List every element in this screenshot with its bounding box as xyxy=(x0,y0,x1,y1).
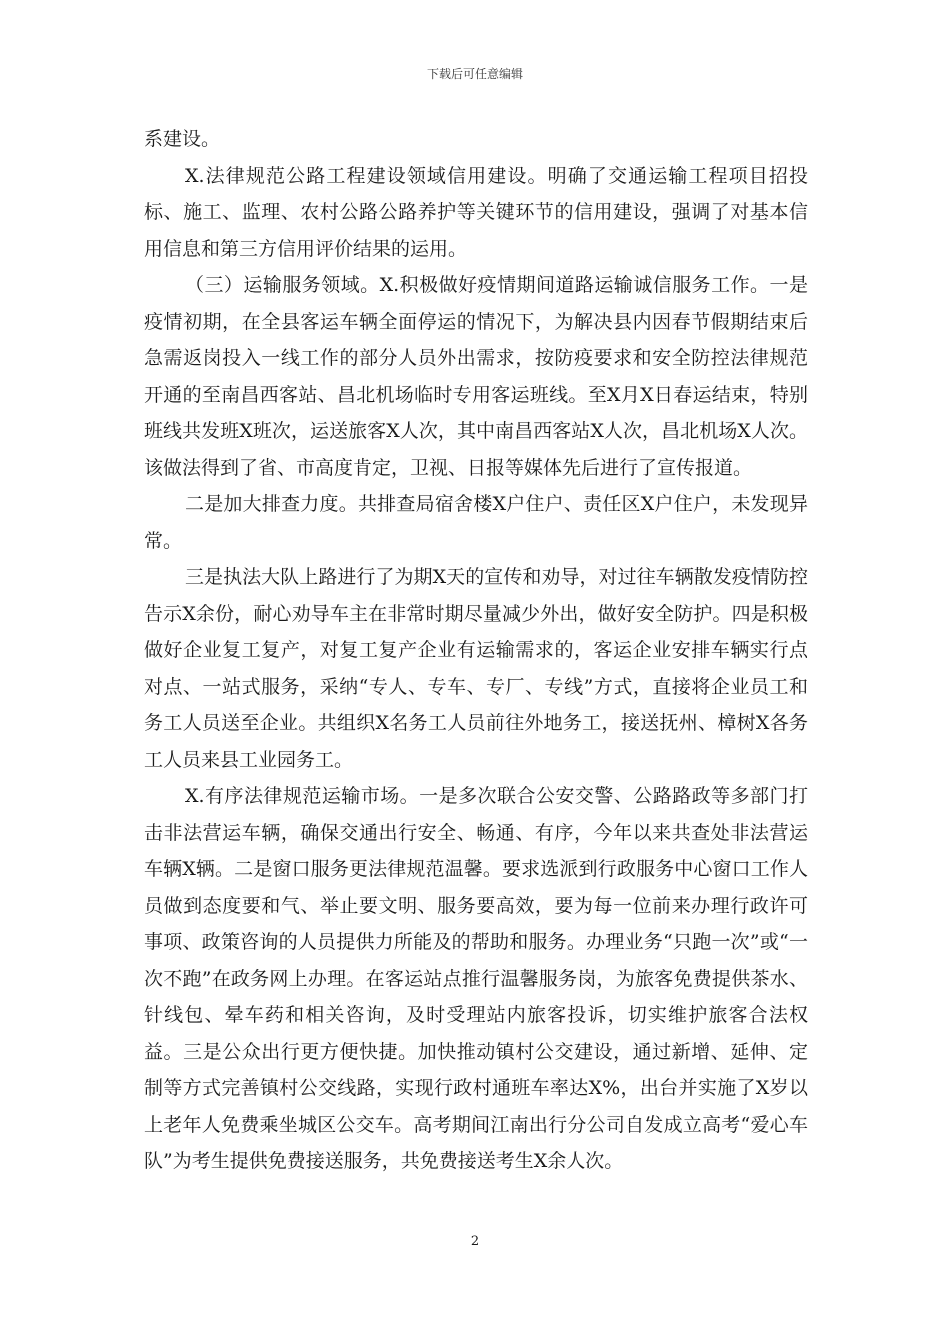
paragraph-credit-construction: X.法律规范公路工程建设领域信用建设。明确了交通运输工程项目招投标、施工、监理、农村公路公路养护等关键环节的信用建设，强调了对基本信用信息和第三方信用评价结果的运用。 xyxy=(144,164,808,260)
paragraph-continuation: 系建设。 xyxy=(144,128,221,150)
document-body xyxy=(144,121,808,1180)
page-number: 2 xyxy=(470,1234,480,1249)
paragraph-inspection: 二是加大排查力度。共排查局宿舍楼X户住户、责任区X户住户，未发现异常。 xyxy=(144,493,808,552)
page-header: 下载后可任意编辑 xyxy=(426,67,523,81)
paragraph-market-regulation: X.有序法律规范运输市场。一是多次联合公安交警、公路路政等多部门打击非法营运车辆，确保交通出行安全、畅通、有序，今年以来共查处非法营运车辆X辆。二是窗口服务更法律规范温馨。要求选派到行政服务中心窗口工作人员做到态度要和气、举止要文明、服务要高效，要为每一位前来办理行政许可事项、政策咨询的人员提供力所能及的帮助和服务。办理业务“只跑一次”或“一次不跑”在政务网上办理。在客运站点推行温馨服务岗，为旅客免费提供茶水、针线包、晕车药和相关咨询，及时受理站内旅客投诉，切实维护旅客合法权益。三是公众出行更方便快捷。加快推动镇村公交建设，通过新增、延伸、定制等方式完善镇村公交线路，实现行政村通班车率达X%，出台并实施了X岁以上老年人免费乘坐城区公交车。高考期间江南出行分公司自发成立高考“爱心车队”为考生提供免费接送服务，共免费接送考生X余人次。 xyxy=(144,785,808,1172)
paragraph-transport-service: （三）运输服务领域。X.积极做好疫情期间道路运输诚信服务工作。一是疫情初期，在全县客运车辆全面停运的情况下，为解决县内因春节假期结束后急需返岗投入一线工作的部分人员外出需求，按防疫要求和安全防控法律规范开通的至南昌西客站、昌北机场临时专用客运班线。至X月X日春运结束，特别班线共发班X班次，运送旅客X人次，其中南昌西客站X人次，昌北机场X人次。该做法得到了省、市高度肯定，卫视、日报等媒体先后进行了宣传报道。 xyxy=(144,274,808,479)
paragraph-law-enforcement: 三是执法大队上路进行了为期X天的宣传和劝导，对过往车辆散发疫情防控告示X余份，耐心劝导车主在非常时期尽量减少外出，做好安全防护。四是积极做好企业复工复产，对复工复产企业有运输需求的，客运企业安排车辆实行点对点、一站式服务，采纳“专人、专车、专厂、专线”方式，直接将企业员工和务工人员送至企业。共组织X名务工人员前往外地务工，接送抚州、樟树X各务工人员来县工业园务工。 xyxy=(144,566,808,771)
